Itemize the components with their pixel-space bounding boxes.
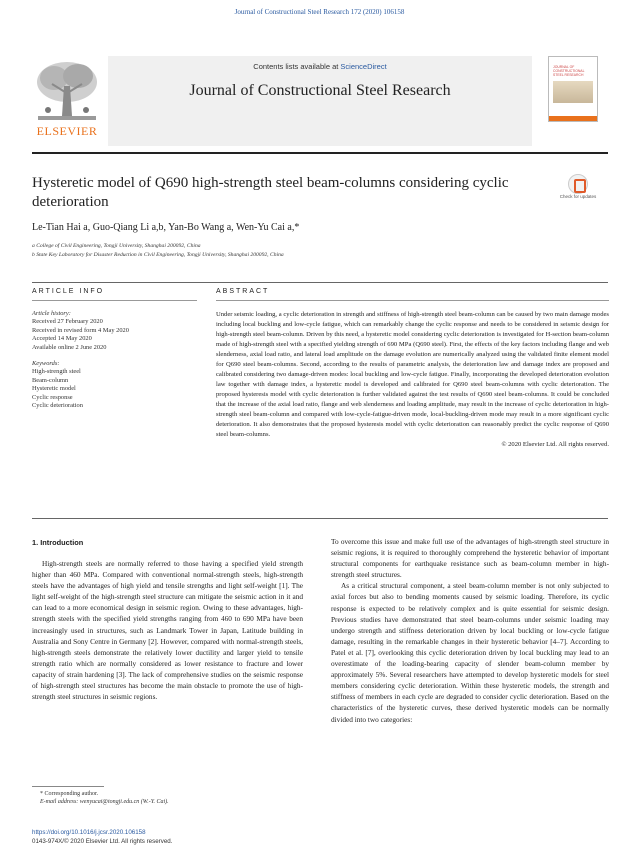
elsevier-tree-logo	[32, 56, 102, 141]
info-heading-rule	[32, 300, 197, 301]
keyword-item: Cyclic deterioration	[32, 402, 83, 410]
article-info	[32, 310, 197, 410]
footnotes	[40, 790, 300, 806]
article-info-heading: ARTICLE INFO	[32, 288, 105, 295]
body-paragraph: High-strength steels are normally referred to those having a specified yield strength higher than 460 MPa. Compared with conventional normal-strength steels, high-strength steels have the advantages of high yield and tensile strengths and light self-weight [1]. The light self-weight of the high-strength steel structure can mitigate the seismic action in it and can lead to a more economical design in seismic region. Owing to these advantages, high-strength steels with the specified yield strengths ranging from 460 to 690 MPa have been increasingly used in structures, such as Landmark Tower in Japan, Latitude building in Australia and Sony Centre in Germany [2]. However, compared with normal-strength steels, high-strength steels demonstrate the relatively lower ductility and larger yield to tensile strength ratio which are normally considered as lower resistance to fracture and lower capacity of strain hardening [3]. The lack of comprehensive studies on the seismic response of high-strength steel structures has become the main obstacle to promote the use of high-strength steel structures in seismic regions.	[32, 559, 303, 702]
header-divider	[32, 152, 608, 154]
affiliation-b: b State Key Laboratory for Disaster Reduction in Civil Engineering, Tongji University, Shanghai 200092, China	[32, 252, 284, 258]
history-item: Received 27 February 2020	[32, 318, 103, 326]
check-updates-label: Check for updates	[559, 194, 597, 199]
email-note[interactable]: E-mail address: wenyucai@tongji.edu.cn (W.-Y. Cai).	[40, 799, 169, 805]
body-paragraph: As a critical structural component, a steel beam-column member is not only subjected to axial forces but also to bending moments caused by seismic loading. Therefore, its cyclic response is expected to be relatively complex and is quite essential for seismic design. Previous studies have demonstrated that steel beam-columns under seismic loading may undergo strength and stiffness deterioration driven by local buckling or low-cycle fatigue damage, resulting in the remarkable changes in their hysteretic behavior [4–7]. According to Patel et al. [7], overlooking this cyclic deterioration driven by local buckling may lead to an overestimate of the loading-bearing capacity of slender beam-column member by approximately 5%. Several researchers have attempted to develop hysteretic models for steel members considering cyclic deterioration. Within these hysteretic models, the strength and stiffness of members in each cycle are degraded to consider cyclic deterioration. Based on the characteristics of the hysteretic curves, these derived hysteretic models can be normally divided into two categories:	[331, 581, 609, 724]
body-paragraph: To overcome this issue and make full use of the advantages of high-strength steel structure in seismic regions, it is required to thoroughly comprehend the hysteretic behavior of important structural components for earthquake resistance such as beam-column member in high-strength steel structures.	[331, 537, 609, 580]
right-column	[331, 536, 609, 725]
history-item: Accepted 14 May 2020	[32, 335, 92, 343]
abstract-heading-rule	[216, 300, 609, 301]
journal-title[interactable]: Journal of Constructional Steel Research	[189, 82, 451, 99]
author-list[interactable]: Le-Tian Hai a, Guo-Qiang Li a,b, Yan-Bo Wang a, Wen-Yu Cai a,*	[32, 222, 300, 233]
corresponding-author-note: * Corresponding author.	[40, 791, 99, 797]
keyword-item: Hysteretic model	[32, 385, 76, 393]
keyword-item: Beam-column	[32, 376, 69, 384]
doi-link[interactable]: https://doi.org/10.1016/j.jcsr.2020.106158	[32, 829, 146, 836]
history-item: Received in revised form 4 May 2020	[32, 326, 129, 334]
abstract-bottom-rule	[32, 518, 608, 519]
abstract-body	[216, 310, 609, 450]
cover-image	[553, 81, 593, 103]
abstract-text: Under seismic loading, a cyclic deterioration in strength and stiffness of high-strength steel beam-column can be caused by two main damage modes including local buckling and low-cycle fatigue, which can remarkably change the cyclic response and needs to be considered in seismic design for high-strength steel beam-column. Driven by this need, a hysteretic model considering cyclic deterioration is investigated for H-section beam-column made of high-strength steel with a specified yielding strength of 690 MPa (Q690 steel). First, the effects of the key factors including flange and web slenderness, axial load ratio, and lateral load amplitude on the damage evolution are numerically analyzed using the validated finite element model for Q690 steel beam-columns. Second, according to the results of parametric analysis, the deterioration law and damage index are proposed and calibrated considering two damage-driven modes: local buckling and low-cycle fatigue. Finally, incorporating the developed deterioration evolution law together with damage index, a hysteretic model is developed and calibrated for Q690 steel beam-columns with cyclic deterioration. The proposed hysteresis model with cyclic deterioration is further validated against the test results of Q690 steel beam-columns. It could be concluded that the increase of the axial load ratio, flange and web slenderness and loading amplitude, may result in the increase of cyclic deterioration in high-strength steel beam-column and compared with low-cycle-fatigue-driven mode, local-buckling-driven mode may result in a more significant cyclic deterioration. It also demonstrates that the proposed hysteresis model with cyclic deterioration can reasonably predict the cyclic response of Q690 steel beam-columns.	[216, 311, 609, 438]
introduction-heading: 1. Introduction	[32, 538, 84, 547]
history-label: Article history:	[32, 310, 71, 317]
check-updates-icon	[568, 174, 588, 194]
article-footer	[32, 828, 332, 846]
cover-title: JOURNAL OF CONSTRUCTIONAL STEEL RESEARCH	[553, 65, 585, 78]
journal-header	[32, 56, 602, 146]
info-divider	[32, 282, 608, 283]
history-item: Available online 2 June 2020	[32, 343, 107, 351]
left-column	[32, 558, 303, 702]
contents-prefix: Contents lists available at	[253, 62, 341, 71]
paper-title: Hysteretic model of Q690 high-strength steel beam-columns considering cyclic deterioration	[32, 175, 509, 210]
publisher-wordmark[interactable]: ELSEVIER	[36, 124, 98, 138]
affiliation-a: a College of Civil Engineering, Tongji University, Shanghai 200092, China	[32, 243, 201, 249]
journal-cover-thumbnail[interactable]	[548, 56, 598, 122]
sciencedirect-link[interactable]: ScienceDirect	[340, 62, 387, 71]
footnote-rule	[32, 786, 104, 787]
tree-logo-icon	[32, 56, 102, 124]
abstract-copyright: © 2020 Elsevier Ltd. All rights reserved.	[501, 441, 609, 448]
issn-line: 0143-974X/© 2020 Elsevier Ltd. All rights reserved.	[32, 838, 173, 845]
journal-citation[interactable]: Journal of Constructional Steel Research 172 (2020) 106158	[234, 8, 405, 16]
keyword-item: High-strength steel	[32, 368, 81, 376]
keywords-label: Keywords:	[32, 360, 60, 368]
check-for-updates-badge[interactable]	[555, 174, 601, 206]
abstract-heading: ABSTRACT	[216, 288, 270, 295]
contents-line	[108, 62, 532, 71]
keyword-item: Cyclic response	[32, 393, 73, 401]
journal-banner	[108, 56, 532, 146]
cover-bar	[549, 116, 597, 121]
